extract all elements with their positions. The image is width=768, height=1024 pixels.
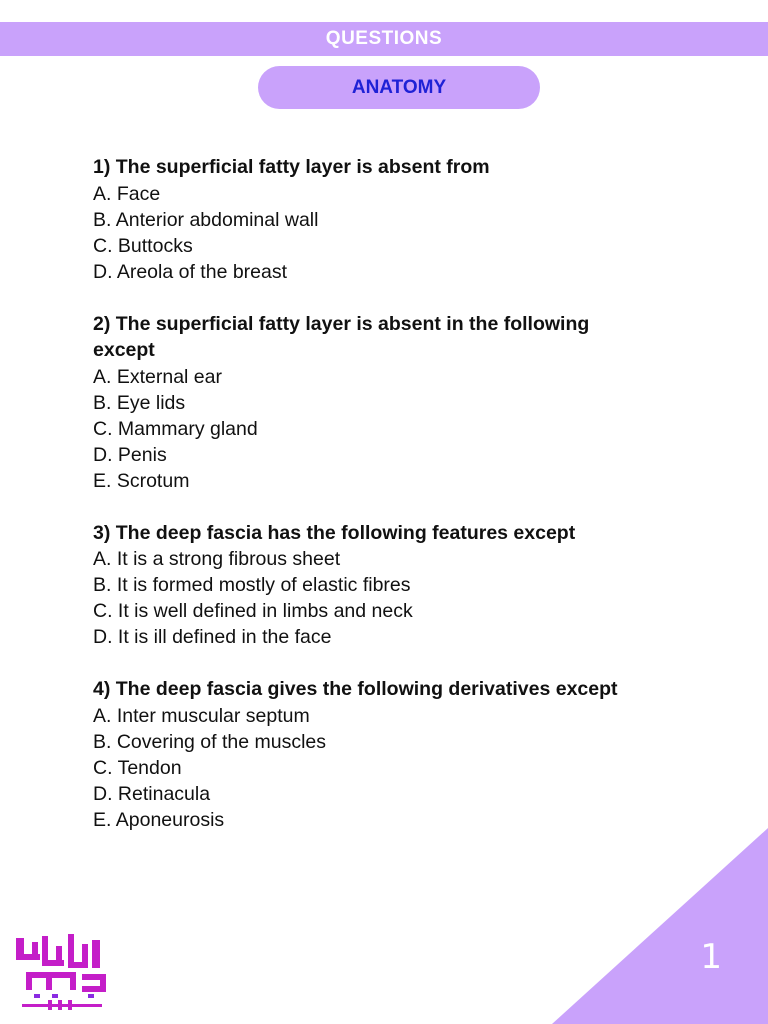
header-title: QUESTIONS	[325, 28, 443, 49]
option: B. It is formed mostly of elastic fibres	[93, 574, 411, 596]
question-text: 4) The deep fascia gives the following derivatives except	[93, 678, 618, 700]
question-2	[93, 311, 713, 494]
brand-logo-icon	[12, 932, 112, 1016]
option: C. Mammary gland	[93, 417, 258, 440]
option: A. Face	[93, 182, 161, 205]
option: D. Retinacula	[93, 782, 211, 805]
question-4	[93, 676, 713, 833]
option: C. It is well defined in limbs and neck	[93, 600, 413, 622]
option: A. It is a strong fibrous sheet	[93, 548, 341, 570]
question-text: 1) The superficial fatty layer is absent from	[93, 156, 490, 178]
subject-pill	[258, 66, 540, 109]
question-3	[93, 520, 713, 651]
option: A. External ear	[93, 365, 222, 388]
option: D. It is ill defined in the face	[93, 626, 332, 648]
question-text: 3) The deep fascia has the following features except	[93, 521, 576, 544]
question-1	[93, 154, 713, 285]
option: D. Areola of the breast	[93, 260, 288, 283]
option: E. Scrotum	[93, 469, 190, 492]
option: D. Penis	[93, 443, 167, 466]
page-number: 1	[700, 937, 722, 977]
questions-list	[93, 154, 713, 859]
corner-triangle-decoration	[552, 828, 768, 1024]
option: B. Eye lids	[93, 391, 186, 414]
option: B. Anterior abdominal wall	[93, 208, 319, 231]
option: B. Covering of the muscles	[93, 730, 327, 753]
option: E. Aponeurosis	[93, 808, 225, 831]
option: A. Inter muscular septum	[93, 704, 310, 727]
question-text: 2) The superficial fatty layer is absent in the following except	[93, 312, 590, 361]
header-bar	[0, 22, 768, 56]
option: C. Buttocks	[93, 234, 193, 257]
subject-label: ANATOMY	[351, 76, 447, 98]
option: C. Tendon	[93, 756, 182, 779]
